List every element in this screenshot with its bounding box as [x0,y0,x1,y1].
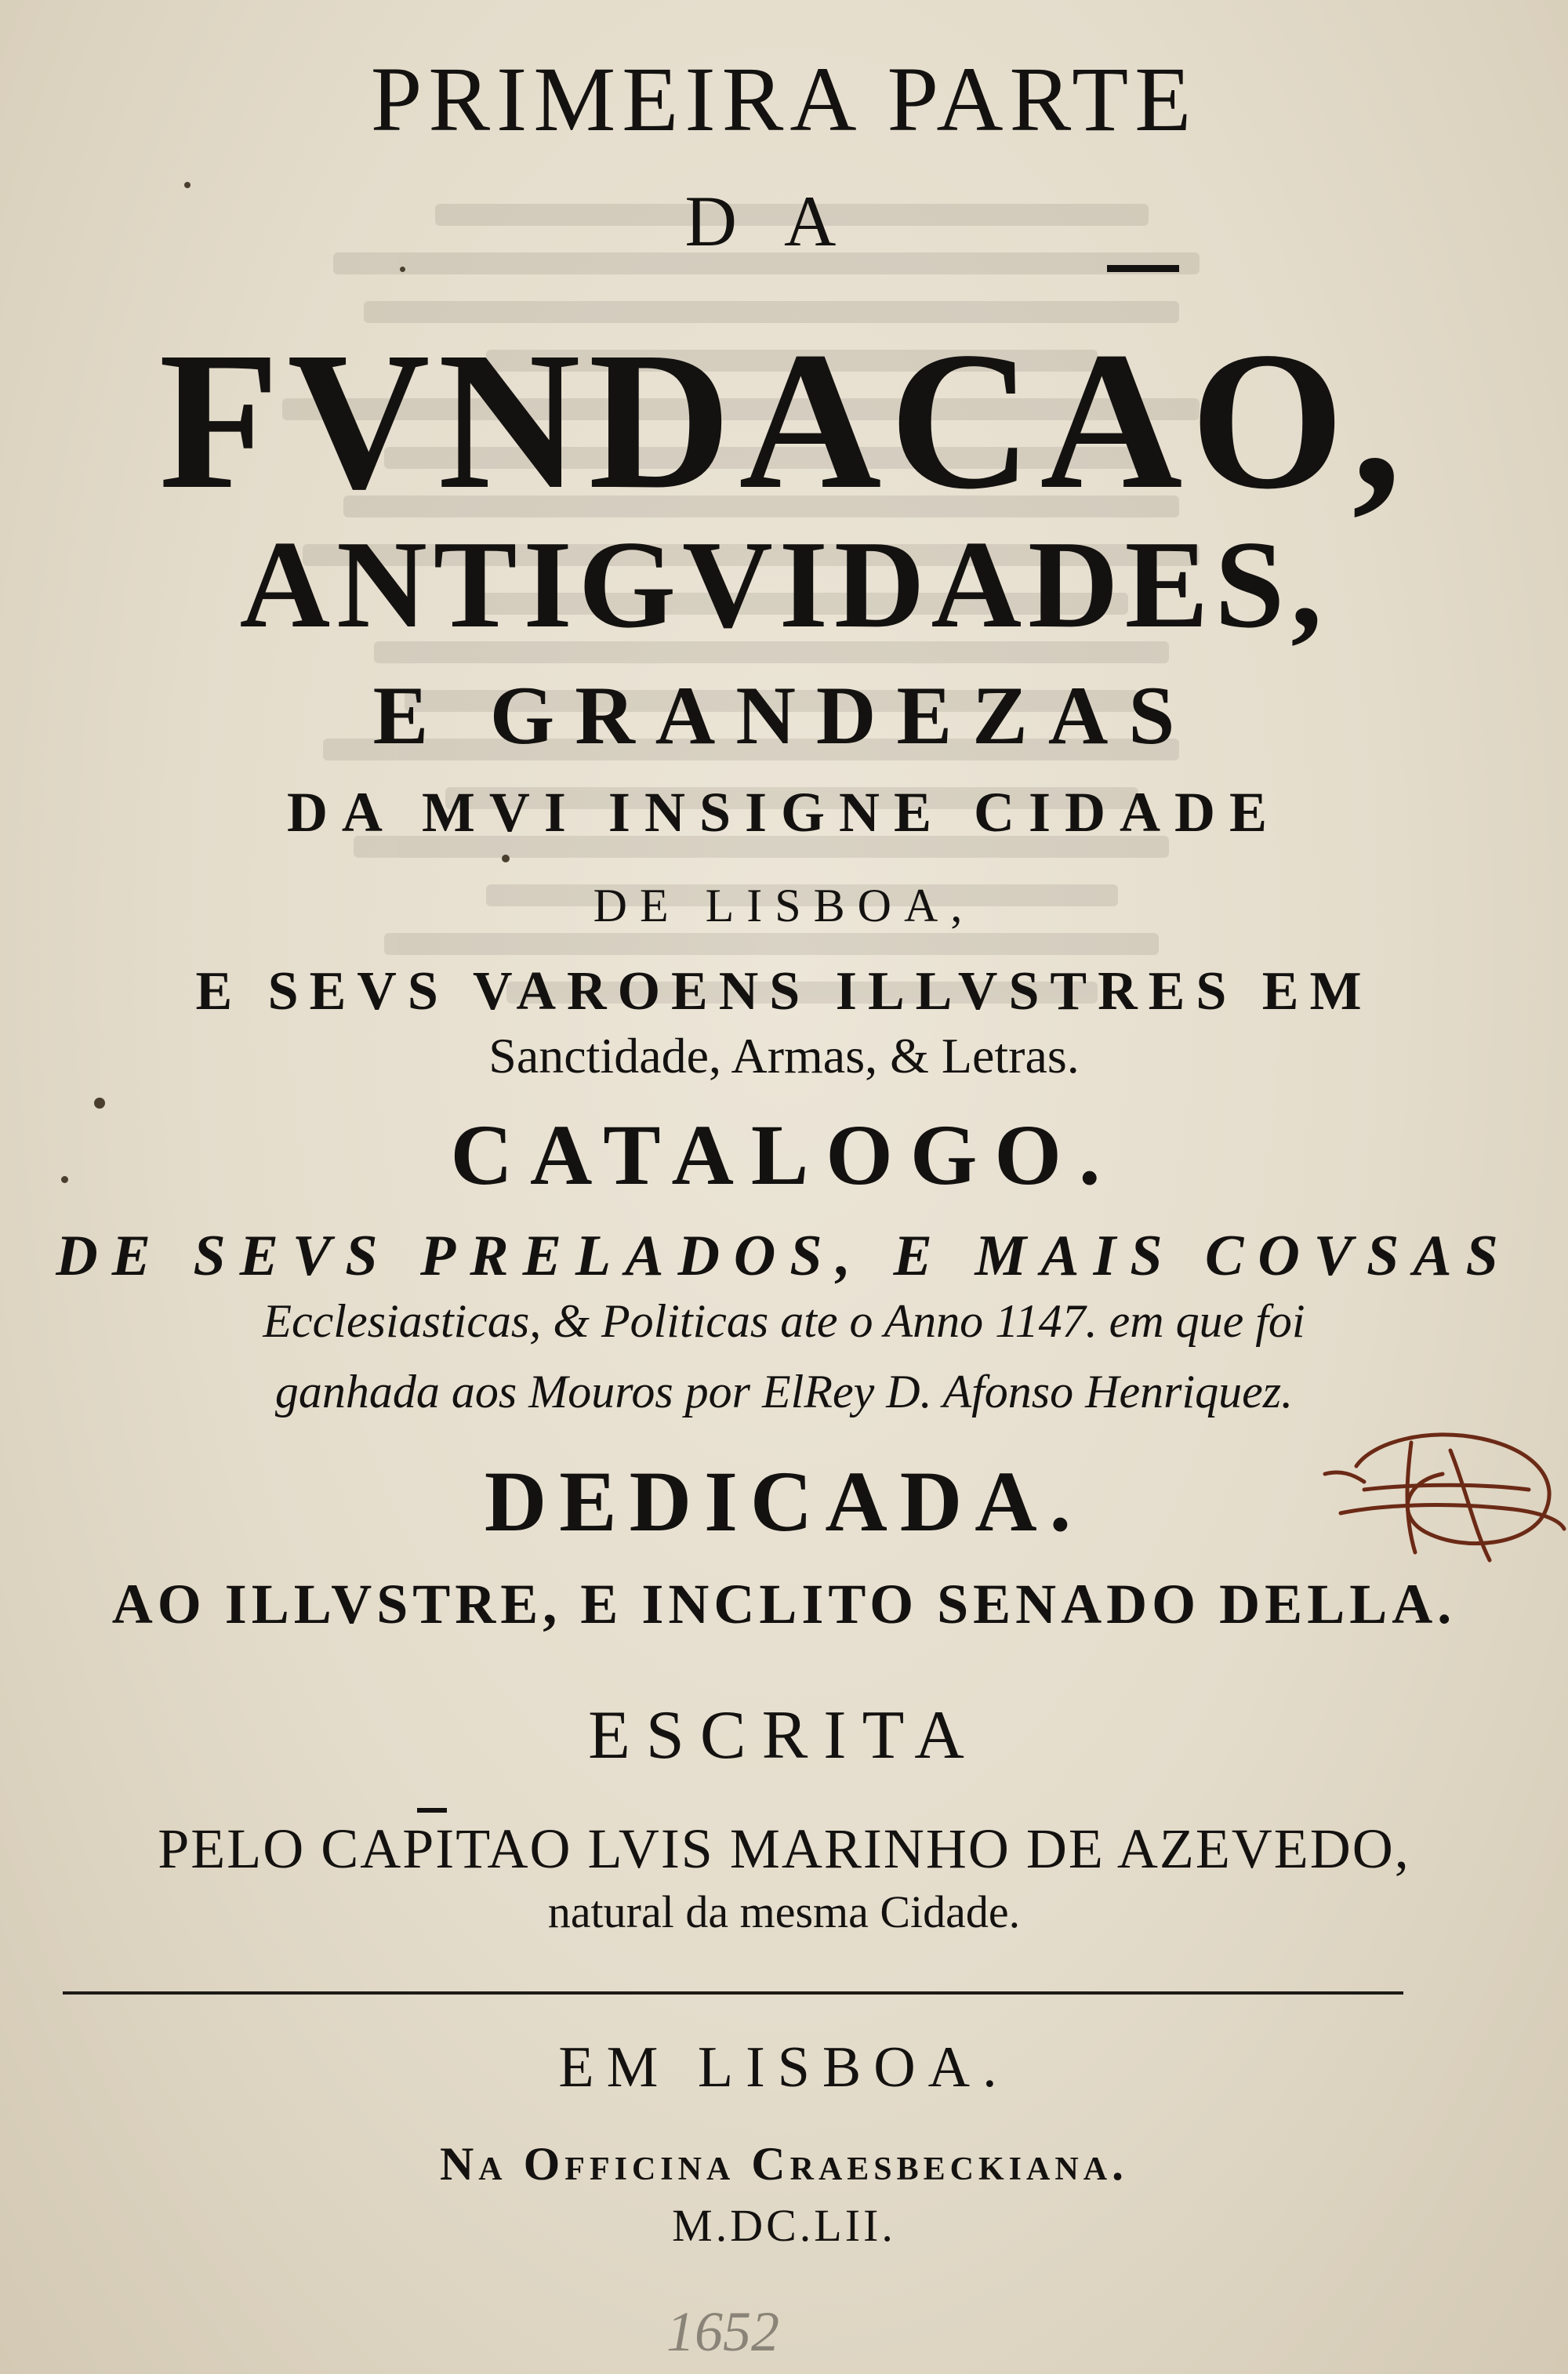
tilde-mark [1107,265,1179,272]
title-line-ecclesiasticas: Ecclesiasticas, & Politicas ate o Anno 1147. em que foi [263,1295,1305,1347]
svg-text:1652: 1652 [666,2300,779,2363]
tilde-mark [417,1808,447,1813]
foxing-spot [61,1176,68,1183]
foxing-spot [184,182,191,188]
foxing-spot [502,855,510,862]
title-line-fundacao: FVNDACAO, [158,310,1410,530]
title-line-prelados: DE SEVS PRELADOS, E MAIS COVSAS [56,1224,1512,1288]
title-line-senado: AO ILLVSTRE, E INCLITO SENADO DELLA. [111,1573,1457,1635]
foxing-spot [400,267,405,272]
title-line-antigvidades: ANTIGVIDADES, [239,514,1329,654]
title-line-de-lisboa: DE LISBOA, [593,880,975,931]
title-line-catalogo: CATALOGO. [450,1107,1118,1203]
pencil-annotation [659,2296,855,2366]
imprint-press: Na Officina Craesbeckiana. [439,2138,1129,2190]
title-line-sanctidade: Sanctidade, Armas, & Letras. [488,1028,1080,1084]
handwritten-signature [1309,1396,1568,1576]
title-line-escrita: ESCRITA [588,1697,980,1773]
title-line-ganhada: ganhada aos Mouros por ElRey D. Afonso Henriquez. [274,1366,1294,1418]
title-line-dedicada: DEDICADA. [484,1454,1084,1549]
imprint-place: EM LISBOA. [558,2035,1010,2100]
title-line-insigne-cidade: DA MVI INSIGNE CIDADE [286,781,1282,844]
title-line-grandezas: E GRANDEZAS [372,670,1196,761]
author-origin-line: natural da mesma Cidade. [547,1886,1021,1937]
title-line-da: DA [684,181,884,261]
title-line-varoens: E SEVS VAROENS ILLVSTRES EM [195,961,1373,1022]
horizontal-rule [63,1991,1403,1995]
foxing-spot [94,1098,105,1109]
title-line-primeira-parte: PRIMEIRA PARTE [370,48,1198,151]
author-line: PELO CAPITAO LVIS MARINHO DE AZEVEDO, [158,1817,1410,1880]
imprint-date: M.DC.LII. [672,2200,896,2251]
